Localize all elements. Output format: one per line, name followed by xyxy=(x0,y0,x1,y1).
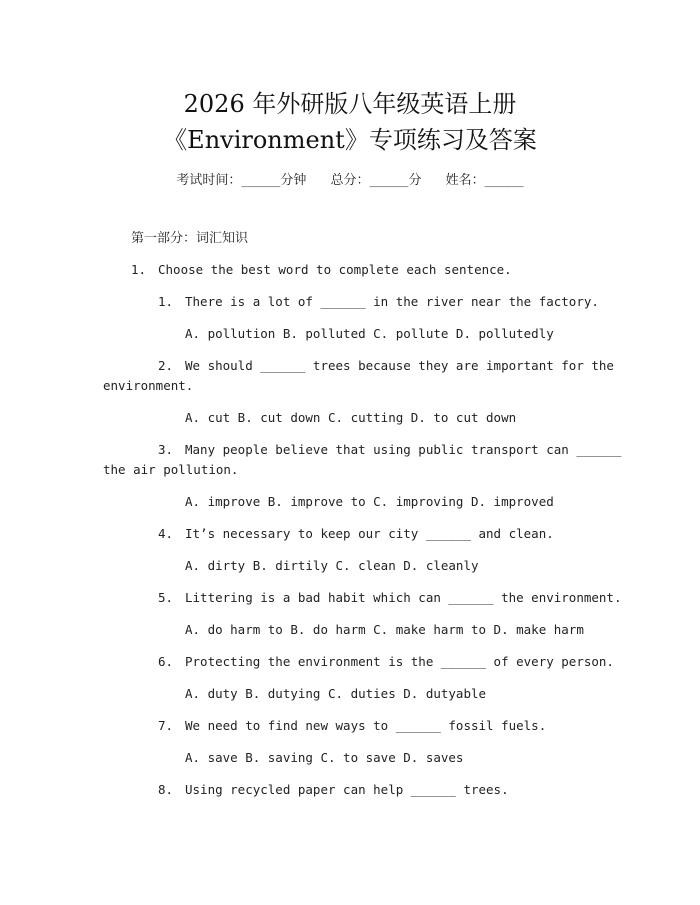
section-title: 第一部分：词汇知识 xyxy=(131,231,249,246)
part-number: 1. xyxy=(131,262,147,277)
question-3-continued: the air pollution. xyxy=(103,462,239,477)
question-number: 5. xyxy=(158,590,174,605)
question-text: Many people believe that using public transport can ______ xyxy=(185,442,622,457)
question-text: There is a lot of ______ in the river near the factory. xyxy=(185,294,599,309)
question-3-options: A. improve B. improve to C. improving D. improved xyxy=(185,494,554,509)
question-5 xyxy=(158,588,622,608)
question-5-options: A. do harm to B. do harm C. make harm to D. make harm xyxy=(185,622,584,637)
question-number: 8. xyxy=(158,782,174,797)
question-1-options: A. pollution B. polluted C. pollute D. pollutedly xyxy=(185,326,554,341)
title-line-2: 《Environment》专项练习及答案 xyxy=(163,126,537,154)
question-text: It’s necessary to keep our city ______ and clean. xyxy=(185,526,554,541)
question-3 xyxy=(158,440,622,460)
question-text: Using recycled paper can help ______ trees. xyxy=(185,782,509,797)
question-text: Protecting the environment is the ______ of every person. xyxy=(185,654,614,669)
question-text: We need to find new ways to ______ fossil fuels. xyxy=(185,718,547,733)
question-number: 4. xyxy=(158,526,174,541)
question-1 xyxy=(158,292,599,312)
question-2-continued: environment. xyxy=(103,378,194,393)
question-2 xyxy=(158,356,614,376)
exam-meta xyxy=(0,169,700,188)
question-text: Littering is a bad habit which can ______ the environment. xyxy=(185,590,622,605)
question-number: 6. xyxy=(158,654,174,669)
part-instruction xyxy=(131,260,512,280)
question-6-options: A. duty B. dutying C. duties D. dutyable xyxy=(185,686,487,701)
question-8 xyxy=(158,780,509,800)
exam-name: 姓名：______ xyxy=(445,173,524,188)
exam-time: 考试时间：______分钟 xyxy=(176,173,307,188)
title-line-1: 2026 年外研版八年级英语上册 xyxy=(183,90,517,118)
question-4 xyxy=(158,524,554,544)
question-number: 1. xyxy=(158,294,174,309)
part-instruction-text: Choose the best word to complete each sentence. xyxy=(158,262,512,277)
question-4-options: A. dirty B. dirtily C. clean D. cleanly xyxy=(185,558,479,573)
question-number: 3. xyxy=(158,442,174,457)
exam-score: 总分：______分 xyxy=(330,173,422,188)
question-2-options: A. cut B. cut down C. cutting D. to cut down xyxy=(185,410,517,425)
question-7 xyxy=(158,716,546,736)
question-7-options: A. save B. saving C. to save D. saves xyxy=(185,750,464,765)
question-text: We should ______ trees because they are important for the xyxy=(185,358,614,373)
question-number: 7. xyxy=(158,718,174,733)
question-number: 2. xyxy=(158,358,174,373)
question-6 xyxy=(158,652,614,672)
